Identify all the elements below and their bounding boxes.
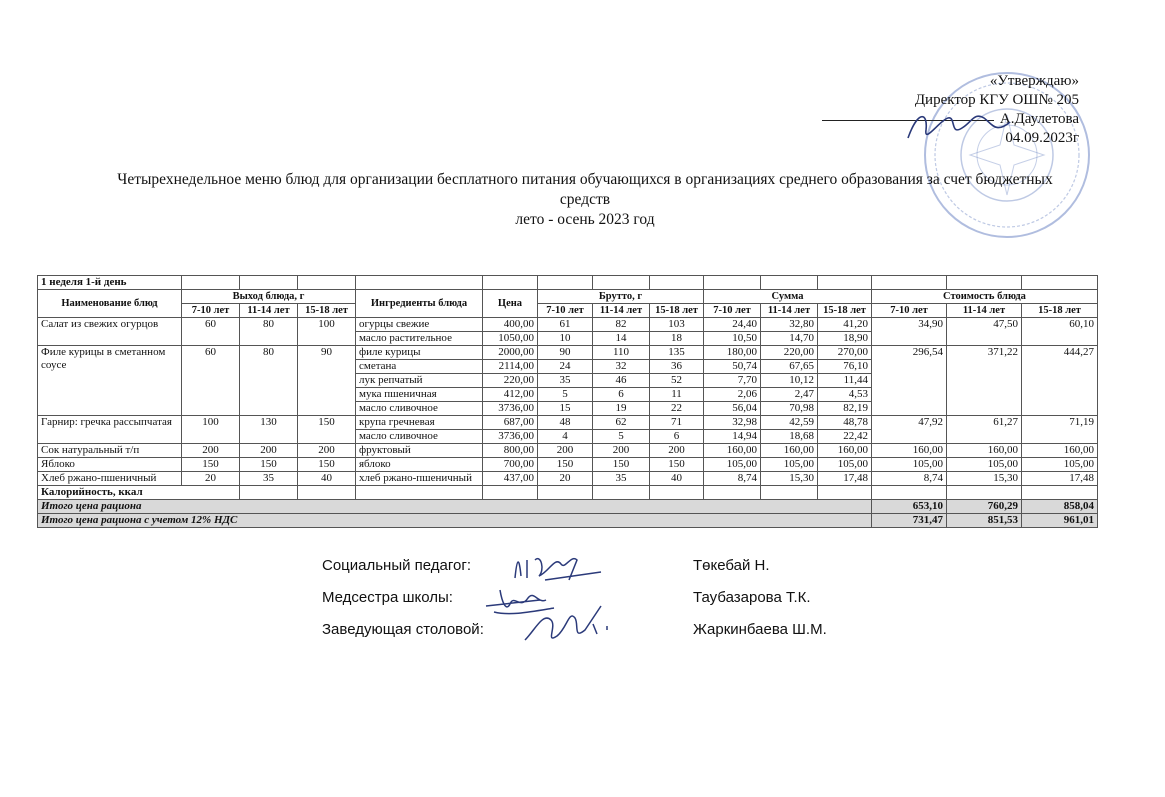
table-row (38, 346, 1098, 360)
dish-cost: 17,48 (1022, 472, 1098, 486)
age-header: 11-14 лет (761, 304, 818, 318)
ingredient-sum: 18,68 (761, 430, 818, 444)
ingredient-sum: 180,00 (704, 346, 761, 360)
ingredient-brutto: 103 (650, 318, 704, 332)
approval-label: «Утверждаю» (989, 73, 1079, 89)
ingredient-sum: 42,59 (761, 416, 818, 430)
total-vat-value: 851,53 (947, 514, 1022, 528)
ingredient-brutto: 200 (650, 444, 704, 458)
ingredient-brutto: 6 (650, 430, 704, 444)
ingredient-brutto: 36 (650, 360, 704, 374)
ingredient-brutto: 90 (538, 346, 593, 360)
header-sum: Сумма (704, 290, 872, 304)
ingredient-sum: 82,19 (818, 402, 872, 416)
ingredient-brutto: 150 (538, 458, 593, 472)
ingredient-name: масло сливочное (356, 402, 483, 416)
staff-role-canteen-head: Заведующая столовой: (322, 621, 484, 638)
ingredient-brutto: 20 (538, 472, 593, 486)
ingredient-sum: 56,04 (704, 402, 761, 416)
dish-cost: 160,00 (872, 444, 947, 458)
dish-output: 40 (298, 472, 356, 486)
ingredient-brutto: 35 (538, 374, 593, 388)
dish-name: Филе курицы в сметанном соусе (38, 346, 182, 416)
ingredient-brutto: 48 (538, 416, 593, 430)
ingredient-sum: 22,42 (818, 430, 872, 444)
dish-output: 20 (182, 472, 240, 486)
ingredient-price: 800,00 (483, 444, 538, 458)
ingredient-sum: 41,20 (818, 318, 872, 332)
dish-output: 200 (240, 444, 298, 458)
dish-cost: 105,00 (1022, 458, 1098, 472)
dish-name: Сок натуральный т/п (38, 444, 182, 458)
age-header: 11-14 лет (240, 304, 298, 318)
total-vat-label: Итого цена рациона с учетом 12% НДС (38, 514, 872, 528)
header-dish: Наименование блюд (38, 290, 182, 318)
dish-output: 150 (298, 416, 356, 444)
dish-output: 80 (240, 346, 298, 416)
dish-cost: 105,00 (872, 458, 947, 472)
ingredient-sum: 4,53 (818, 388, 872, 402)
ingredient-name: масло сливочное (356, 430, 483, 444)
ingredient-name: мука пшеничная (356, 388, 483, 402)
ingredient-price: 3736,00 (483, 402, 538, 416)
ingredient-price: 1050,00 (483, 332, 538, 346)
ingredient-brutto: 150 (593, 458, 650, 472)
age-header: 15-18 лет (298, 304, 356, 318)
ingredient-brutto: 71 (650, 416, 704, 430)
ingredient-brutto: 32 (593, 360, 650, 374)
ingredient-brutto: 52 (650, 374, 704, 388)
dish-output: 150 (182, 458, 240, 472)
dish-cost: 15,30 (947, 472, 1022, 486)
header-price: Цена (483, 290, 538, 318)
signature-canteen-head (515, 600, 615, 652)
dish-cost: 160,00 (1022, 444, 1098, 458)
age-header: 7-10 лет (182, 304, 240, 318)
age-header: 7-10 лет (704, 304, 761, 318)
ingredient-name: лук репчатый (356, 374, 483, 388)
ingredient-brutto: 14 (593, 332, 650, 346)
ingredient-sum: 105,00 (704, 458, 761, 472)
ingredient-name: сметана (356, 360, 483, 374)
ingredient-sum: 50,74 (704, 360, 761, 374)
dish-cost: 296,54 (872, 346, 947, 416)
ingredient-sum: 105,00 (761, 458, 818, 472)
dish-output: 80 (240, 318, 298, 346)
ingredient-sum: 11,44 (818, 374, 872, 388)
table-row (38, 416, 1098, 430)
ingredient-brutto: 135 (650, 346, 704, 360)
ingredient-price: 220,00 (483, 374, 538, 388)
ingredient-brutto: 61 (538, 318, 593, 332)
ingredient-brutto: 40 (650, 472, 704, 486)
ingredient-sum: 8,74 (704, 472, 761, 486)
approval-date: 04.09.2023г (1005, 130, 1079, 146)
dish-name: Яблоко (38, 458, 182, 472)
ingredient-brutto: 15 (538, 402, 593, 416)
ingredient-sum: 7,70 (704, 374, 761, 388)
ingredient-sum: 270,00 (818, 346, 872, 360)
dish-cost: 61,27 (947, 416, 1022, 444)
total-label: Итого цена рациона (38, 500, 872, 514)
dish-output: 100 (298, 318, 356, 346)
dish-cost: 8,74 (872, 472, 947, 486)
dish-cost: 47,50 (947, 318, 1022, 346)
ingredient-name: яблоко (356, 458, 483, 472)
dish-name: Салат из свежих огурцов (38, 318, 182, 346)
ingredient-brutto: 6 (593, 388, 650, 402)
ingredient-brutto: 200 (593, 444, 650, 458)
ingredient-sum: 10,12 (761, 374, 818, 388)
menu-body (38, 318, 1098, 486)
age-header: 15-18 лет (650, 304, 704, 318)
table-row (38, 318, 1098, 332)
ingredient-sum: 105,00 (818, 458, 872, 472)
dish-output: 150 (298, 458, 356, 472)
ingredient-brutto: 82 (593, 318, 650, 332)
dish-output: 35 (240, 472, 298, 486)
ingredient-sum: 160,00 (818, 444, 872, 458)
ingredient-brutto: 19 (593, 402, 650, 416)
staff-role-social-pedagogue: Социальный педагог: (322, 557, 472, 574)
ingredient-brutto: 62 (593, 416, 650, 430)
menu-table (37, 275, 1098, 528)
table-row (38, 472, 1098, 486)
ingredient-sum: 32,80 (761, 318, 818, 332)
dish-output: 130 (240, 416, 298, 444)
header-cost: Стоимость блюда (872, 290, 1098, 304)
staff-name-social-pedagogue: Төкебай Н. (693, 557, 770, 574)
dish-output: 60 (182, 318, 240, 346)
dish-output: 200 (182, 444, 240, 458)
age-header: 11-14 лет (593, 304, 650, 318)
ingredient-sum: 70,98 (761, 402, 818, 416)
ingredient-price: 700,00 (483, 458, 538, 472)
ingredient-name: филе курицы (356, 346, 483, 360)
ingredient-brutto: 5 (593, 430, 650, 444)
ingredient-price: 687,00 (483, 416, 538, 430)
signature-social-pedagogue (505, 550, 605, 586)
ingredient-name: огурцы свежие (356, 318, 483, 332)
dish-cost: 105,00 (947, 458, 1022, 472)
ingredient-sum: 48,78 (818, 416, 872, 430)
dish-output: 90 (298, 346, 356, 416)
ingredient-sum: 18,90 (818, 332, 872, 346)
ingredient-sum: 14,94 (704, 430, 761, 444)
calories-label: Калорийность, ккал (38, 486, 240, 500)
total-vat-value: 731,47 (872, 514, 947, 528)
ingredient-sum: 17,48 (818, 472, 872, 486)
age-header: 15-18 лет (1022, 304, 1098, 318)
ingredient-brutto: 150 (650, 458, 704, 472)
ingredient-sum: 67,65 (761, 360, 818, 374)
dish-name: Гарнир: гречка рассыпчатая (38, 416, 182, 444)
dish-output: 150 (240, 458, 298, 472)
ingredient-brutto: 10 (538, 332, 593, 346)
dish-cost: 371,22 (947, 346, 1022, 416)
ingredient-sum: 2,06 (704, 388, 761, 402)
dish-cost: 34,90 (872, 318, 947, 346)
ingredient-brutto: 22 (650, 402, 704, 416)
age-header: 7-10 лет (538, 304, 593, 318)
title-line-2: средств (559, 191, 611, 208)
ingredient-name: крупа гречневая (356, 416, 483, 430)
ingredient-price: 412,00 (483, 388, 538, 402)
title-line-3: лето - осень 2023 год (515, 211, 655, 228)
ingredient-brutto: 46 (593, 374, 650, 388)
ingredient-brutto: 200 (538, 444, 593, 458)
ingredient-name: фруктовый (356, 444, 483, 458)
title-line-1: Четырехнедельное меню блюд для организации бесплатного питания обучающихся в организациях среднего образования за счет бюджетных (117, 171, 1053, 188)
header-brutto: Брутто, г (538, 290, 704, 304)
ingredient-brutto: 11 (650, 388, 704, 402)
total-value: 858,04 (1022, 500, 1098, 514)
ingredient-brutto: 5 (538, 388, 593, 402)
dish-output: 200 (298, 444, 356, 458)
director-signature (900, 100, 1020, 150)
total-value: 653,10 (872, 500, 947, 514)
dish-cost: 47,92 (872, 416, 947, 444)
ingredient-price: 3736,00 (483, 430, 538, 444)
ingredient-brutto: 18 (650, 332, 704, 346)
dish-output: 60 (182, 346, 240, 416)
table-row (38, 444, 1098, 458)
staff-name-nurse: Таубазарова Т.К. (693, 589, 811, 606)
ingredient-price: 400,00 (483, 318, 538, 332)
age-header: 15-18 лет (818, 304, 872, 318)
ingredient-price: 437,00 (483, 472, 538, 486)
ingredient-price: 2114,00 (483, 360, 538, 374)
total-vat-value: 961,01 (1022, 514, 1098, 528)
ingredient-sum: 32,98 (704, 416, 761, 430)
ingredient-price: 2000,00 (483, 346, 538, 360)
ingredient-sum: 76,10 (818, 360, 872, 374)
ingredient-brutto: 4 (538, 430, 593, 444)
document-title (40, 170, 1130, 230)
ingredient-sum: 24,40 (704, 318, 761, 332)
dish-cost: 60,10 (1022, 318, 1098, 346)
ingredient-sum: 10,50 (704, 332, 761, 346)
dish-name: Хлеб ржано-пшеничный (38, 472, 182, 486)
ingredient-brutto: 110 (593, 346, 650, 360)
age-header: 7-10 лет (872, 304, 947, 318)
ingredient-sum: 14,70 (761, 332, 818, 346)
ingredient-brutto: 24 (538, 360, 593, 374)
header-ingredients: Ингредиенты блюда (356, 290, 483, 318)
staff-role-nurse: Медсестра школы: (322, 589, 453, 606)
dish-cost: 160,00 (947, 444, 1022, 458)
age-header: 11-14 лет (947, 304, 1022, 318)
week-day-label: 1 неделя 1-й день (38, 276, 182, 290)
ingredient-sum: 160,00 (704, 444, 761, 458)
ingredient-sum: 220,00 (761, 346, 818, 360)
ingredient-sum: 15,30 (761, 472, 818, 486)
dish-cost: 71,19 (1022, 416, 1098, 444)
ingredient-sum: 160,00 (761, 444, 818, 458)
approval-director-name: А.Даулетова (999, 111, 1079, 127)
dish-output: 100 (182, 416, 240, 444)
total-value: 760,29 (947, 500, 1022, 514)
table-row (38, 458, 1098, 472)
header-output: Выход блюда, г (182, 290, 356, 304)
ingredient-name: хлеб ржано-пшеничный (356, 472, 483, 486)
staff-name-canteen-head: Жаркинбаева Ш.М. (693, 621, 827, 638)
dish-cost: 444,27 (1022, 346, 1098, 416)
ingredient-brutto: 35 (593, 472, 650, 486)
approval-position: Директор КГУ ОШ№ 205 (914, 92, 1079, 108)
ingredient-sum: 2,47 (761, 388, 818, 402)
ingredient-name: масло растительное (356, 332, 483, 346)
